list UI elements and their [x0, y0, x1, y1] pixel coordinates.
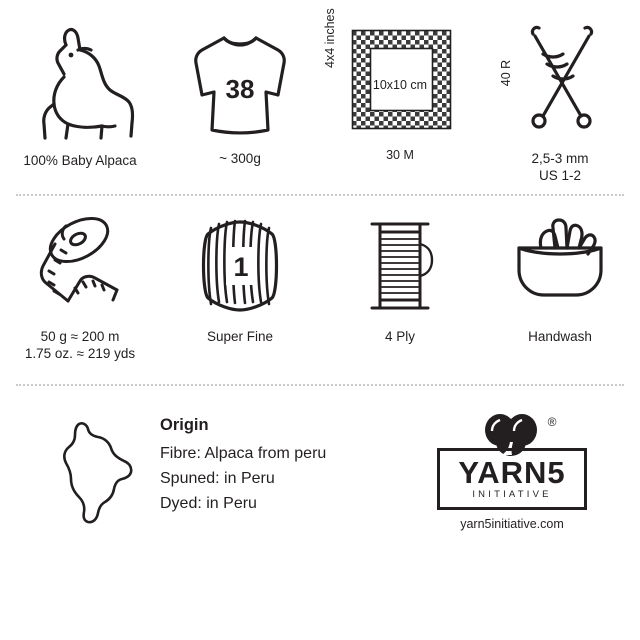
- brand-subtitle: INITIATIVE: [472, 489, 552, 500]
- spec-label: 2,5-3 mm: [531, 151, 589, 166]
- measuring-tape-icon: [21, 214, 139, 318]
- spec-caption: [531, 150, 588, 184]
- gauge-swatch-icon: [323, 8, 513, 162]
- spec-label: 4 Ply: [384, 329, 415, 344]
- spec-caption: [219, 150, 261, 167]
- spec-caption: [23, 152, 136, 169]
- origin-text-block: [154, 410, 414, 516]
- origin-title: Origin: [160, 416, 209, 434]
- spec-label: 100% Baby Alpaca: [23, 153, 137, 168]
- spec-label: ~ 300g: [219, 151, 261, 166]
- spec-caption: [385, 328, 415, 345]
- spec-label-secondary: US 1-2: [538, 168, 581, 183]
- brand-name: YARN5: [458, 455, 566, 490]
- yarn-ball-icon: [186, 214, 294, 318]
- gauge-label-bottom: 30 M: [386, 148, 414, 162]
- brand-url[interactable]: yarn5initiative.com: [460, 517, 564, 531]
- knitting-needles-icon: [505, 22, 615, 140]
- yarn-spool-icon: [350, 214, 450, 318]
- map-cell: [34, 410, 154, 528]
- spec-weight: [160, 22, 320, 194]
- spec-caption: [528, 328, 592, 345]
- spec-gauge: [320, 8, 513, 194]
- brand-block: [414, 410, 610, 531]
- sweater-size-value: 38: [225, 74, 255, 104]
- brand-logo-box: [437, 448, 587, 510]
- spec-care-handwash: [480, 214, 640, 384]
- spec-fibre-content: [0, 22, 160, 194]
- spec-needle-size: [480, 22, 640, 194]
- spec-caption: [25, 328, 135, 362]
- handwash-icon: [507, 214, 613, 318]
- gauge-label-center: 10x10 cm: [372, 78, 428, 92]
- spec-caption: [207, 328, 273, 345]
- spec-ply: [320, 214, 480, 384]
- registered-mark: ®: [547, 415, 557, 429]
- specs-row-top: [0, 0, 640, 194]
- origin-line-fibre: Fibre: Alpaca from peru: [160, 445, 327, 462]
- spec-label: Handwash: [528, 329, 592, 344]
- sweater-icon: [182, 22, 298, 140]
- gauge-label-right: 40 R: [498, 59, 513, 87]
- specs-row-middle: [0, 196, 640, 384]
- spec-yarn-weight-category: [160, 214, 320, 384]
- origin-line-dyed: Dyed: in Peru: [160, 495, 257, 512]
- yarn-weight-number: 1: [233, 252, 249, 282]
- spec-label: 50 g ≈ 200 m: [40, 329, 120, 344]
- peru-map-icon: [48, 416, 140, 528]
- spec-label: Super Fine: [206, 329, 274, 344]
- alpaca-icon: [22, 22, 138, 142]
- origin-row: [0, 386, 640, 602]
- gauge-label-left: 4x4 inches: [323, 8, 337, 68]
- spec-length: [0, 214, 160, 384]
- origin-line-spun: Spuned: in Peru: [160, 470, 275, 487]
- spec-label-secondary: 1.75 oz. ≈ 219 yds: [24, 346, 136, 361]
